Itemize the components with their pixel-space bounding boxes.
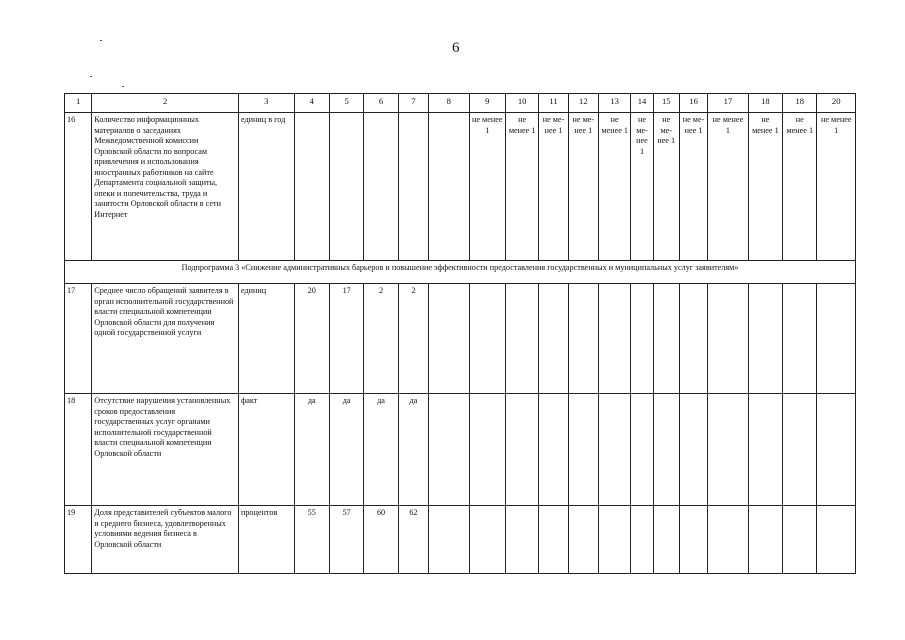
- value-cell: [539, 394, 568, 506]
- header-cell: 20: [817, 94, 856, 113]
- value-cell: [539, 506, 568, 574]
- value-cell: [783, 284, 817, 394]
- value-cell: не менее 1: [708, 113, 748, 261]
- value-cell: [783, 506, 817, 574]
- value-cell: 62: [398, 506, 428, 574]
- row-number: 18: [65, 394, 92, 506]
- value-cell: 60: [364, 506, 398, 574]
- value-cell: [817, 394, 856, 506]
- header-cell: 10: [505, 94, 538, 113]
- value-cell: [469, 506, 505, 574]
- scan-speck: [90, 76, 92, 77]
- header-cell: 4: [294, 94, 329, 113]
- value-cell: [429, 284, 469, 394]
- value-cell: не менее 1: [748, 113, 782, 261]
- header-cell: 1: [65, 94, 92, 113]
- value-cell: [748, 394, 782, 506]
- row-number: 19: [65, 506, 92, 574]
- column-number-row: [65, 94, 856, 113]
- header-cell: 6: [364, 94, 398, 113]
- value-cell: [653, 394, 679, 506]
- value-cell: [469, 284, 505, 394]
- value-cell: не ме-нее 1: [653, 113, 679, 261]
- value-cell: да: [364, 394, 398, 506]
- table-row: [65, 394, 856, 506]
- value-cell: да: [294, 394, 329, 506]
- indicator-name: Количество информационных материалов о заседаниях Межведомственной комиссии Орловской области по вопросам привлечения и использования иностранных работников на сайте Департамента социальной защиты, опеки и попечительства, труда и занятости Орловской области в сети Интернет: [92, 113, 239, 261]
- value-cell: [631, 394, 653, 506]
- value-cell: [429, 506, 469, 574]
- value-cell: не ме-нее 1: [631, 113, 653, 261]
- row-number: 17: [65, 284, 92, 394]
- value-cell: [783, 394, 817, 506]
- value-cell: 55: [294, 506, 329, 574]
- value-cell: не менее 1: [783, 113, 817, 261]
- header-cell: 7: [398, 94, 428, 113]
- value-cell: [679, 394, 707, 506]
- value-cell: не ме-нее 1: [568, 113, 598, 261]
- unit-cell: процентов: [238, 506, 294, 574]
- value-cell: да: [329, 394, 363, 506]
- value-cell: [568, 506, 598, 574]
- subprogram-row: [65, 261, 856, 284]
- value-cell: [708, 506, 748, 574]
- value-cell: 20: [294, 284, 329, 394]
- unit-cell: единиц в год: [238, 113, 294, 261]
- value-cell: [653, 284, 679, 394]
- value-cell: 2: [364, 284, 398, 394]
- value-cell: [817, 284, 856, 394]
- value-cell: [539, 284, 568, 394]
- page-number: 6: [452, 40, 460, 56]
- header-cell: 8: [429, 94, 469, 113]
- value-cell: да: [398, 394, 428, 506]
- value-cell: [599, 394, 631, 506]
- header-cell: 5: [329, 94, 363, 113]
- value-cell: не менее 1: [505, 113, 538, 261]
- value-cell: [364, 113, 398, 261]
- value-cell: [469, 394, 505, 506]
- value-cell: [429, 394, 469, 506]
- value-cell: [568, 394, 598, 506]
- header-cell: 17: [708, 94, 748, 113]
- indicators-table: [64, 93, 856, 574]
- value-cell: [748, 284, 782, 394]
- value-cell: [294, 113, 329, 261]
- unit-cell: единиц: [238, 284, 294, 394]
- value-cell: [505, 394, 538, 506]
- value-cell: [817, 506, 856, 574]
- value-cell: не менее 1: [599, 113, 631, 261]
- row-number: 16: [65, 113, 92, 261]
- value-cell: 2: [398, 284, 428, 394]
- subprogram-title: Подпрограмма 3 «Снижение административных барьеров и повышение эффективности предоставления государственных и муниципальных услуг заявителям»: [65, 261, 856, 284]
- value-cell: [631, 284, 653, 394]
- table-row: [65, 113, 856, 261]
- header-cell: 18: [748, 94, 782, 113]
- value-cell: [679, 506, 707, 574]
- header-cell: 12: [568, 94, 598, 113]
- indicator-name: Среднее число обращений заявителя в орган исполнительной государственной власти специальной компетенции Орловской области для получения одной государственной услуги: [92, 284, 239, 394]
- value-cell: [679, 284, 707, 394]
- indicator-name: Отсутствие нарушения установленных сроков предоставления государственных услуг органами исполнительной государственной власти специальной компетенции Орловской области: [92, 394, 239, 506]
- value-cell: 57: [329, 506, 363, 574]
- header-cell: 2: [92, 94, 239, 113]
- value-cell: [708, 394, 748, 506]
- table-row: [65, 506, 856, 574]
- value-cell: [748, 506, 782, 574]
- header-cell: 3: [238, 94, 294, 113]
- value-cell: не менее 1: [817, 113, 856, 261]
- value-cell: [653, 506, 679, 574]
- value-cell: [568, 284, 598, 394]
- value-cell: не менее 1: [469, 113, 505, 261]
- value-cell: [599, 284, 631, 394]
- scan-speck: [100, 40, 102, 41]
- value-cell: [429, 113, 469, 261]
- header-cell: 13: [599, 94, 631, 113]
- value-cell: не ме-нее 1: [679, 113, 707, 261]
- unit-cell: факт: [238, 394, 294, 506]
- header-cell: 14: [631, 94, 653, 113]
- indicator-name: Доля представителей субъектов малого и среднего бизнеса, удовлетворенных условиями ведения бизнеса в Орловской области: [92, 506, 239, 574]
- header-cell: 9: [469, 94, 505, 113]
- value-cell: [329, 113, 363, 261]
- value-cell: [631, 506, 653, 574]
- scan-speck: [122, 86, 124, 87]
- value-cell: 17: [329, 284, 363, 394]
- header-cell: 18: [783, 94, 817, 113]
- value-cell: [708, 284, 748, 394]
- header-cell: 11: [539, 94, 568, 113]
- table-row: [65, 284, 856, 394]
- value-cell: [398, 113, 428, 261]
- header-cell: 15: [653, 94, 679, 113]
- value-cell: не ме-нее 1: [539, 113, 568, 261]
- value-cell: [505, 284, 538, 394]
- value-cell: [599, 506, 631, 574]
- value-cell: [505, 506, 538, 574]
- header-cell: 16: [679, 94, 707, 113]
